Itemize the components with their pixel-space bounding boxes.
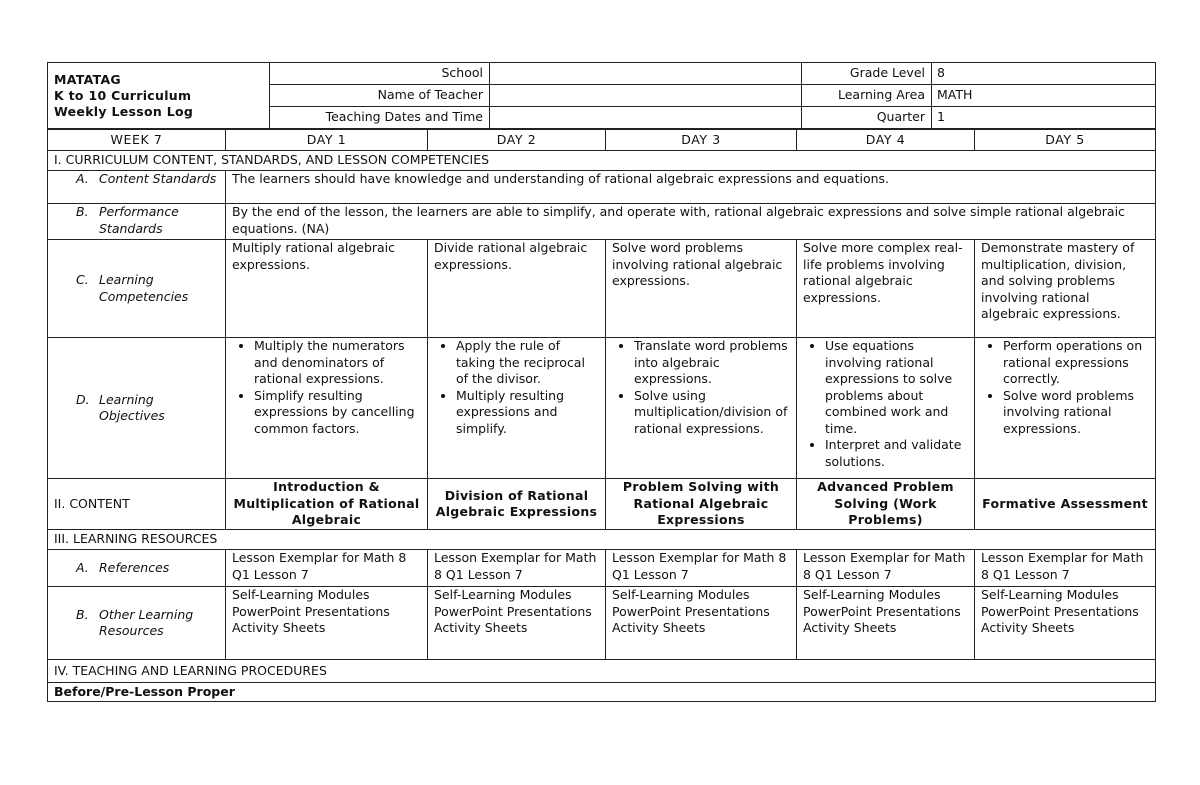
area-field[interactable]: MATH — [932, 85, 1156, 107]
objectives-day-3 — [606, 338, 797, 479]
references-day-5: Lesson Exemplar for Math 8 Q1 Lesson 7 — [975, 550, 1156, 587]
competency-day-1: Multiply rational algebraic expressions. — [226, 240, 428, 338]
day-5-header: DAY 5 — [975, 129, 1156, 151]
content-standards-label: A. Content Standards — [48, 171, 226, 204]
content-standards-row — [48, 171, 1156, 204]
resource-line: Self-Learning Modules — [612, 587, 750, 602]
references-label: A. References — [48, 550, 226, 587]
resource-line: Self-Learning Modules — [981, 587, 1119, 602]
section-3-row — [48, 530, 1156, 550]
references-day-1: Lesson Exemplar for Math 8 Q1 Lesson 7 — [226, 550, 428, 587]
competency-day-5: Demonstrate mastery of multiplication, division, and solving problems involving rational algebraic expressions. — [975, 240, 1156, 338]
objectives-day-4 — [797, 338, 975, 479]
list-item: • Perform operations on rational expressions correctly. — [1003, 338, 1149, 388]
quarter-field[interactable]: 1 — [932, 107, 1156, 129]
other-resources-day-3 — [606, 587, 797, 660]
section-4-title: IV. TEACHING AND LEARNING PROCEDURES — [48, 660, 1156, 683]
resource-line: PowerPoint Presentations — [232, 603, 390, 619]
objectives-day-2 — [428, 338, 606, 479]
other-resources-label: B. Other Learning Resources — [48, 587, 226, 660]
title-line-1: MATATAG — [54, 71, 121, 87]
references-row — [48, 550, 1156, 587]
other-resources-row — [48, 587, 1156, 660]
performance-standards-label: B. Performance Standards — [48, 204, 226, 240]
list-item: • Interpret and validate solutions. — [825, 437, 968, 470]
teacher-label: Name of Teacher — [270, 85, 490, 107]
title-line-3: Weekly Lesson Log — [54, 103, 194, 119]
day-3-header: DAY 3 — [606, 129, 797, 151]
school-field[interactable] — [490, 63, 802, 85]
objectives-day-5 — [975, 338, 1156, 479]
competencies-label: C. Learning Competencies — [48, 240, 226, 338]
school-label: School — [270, 63, 490, 85]
resource-line: PowerPoint Presentations — [981, 603, 1139, 619]
content-row — [48, 479, 1156, 530]
resource-line: PowerPoint Presentations — [434, 603, 592, 619]
content-day-2: Division of Rational Algebraic Expressions — [428, 479, 606, 530]
content-day-1: Introduction & Multiplication of Rational Algebraic — [226, 479, 428, 530]
pre-lesson-title: Before/Pre-Lesson Proper — [48, 683, 1156, 702]
resource-line: Self-Learning Modules — [232, 587, 370, 602]
content-day-3: Problem Solving with Rational Algebraic Expressions — [606, 479, 797, 530]
other-resources-day-5 — [975, 587, 1156, 660]
resource-line: Activity Sheets — [232, 620, 326, 635]
resource-line: Activity Sheets — [612, 620, 706, 635]
content-day-4: Advanced Problem Solving (Work Problems) — [797, 479, 975, 530]
grade-label: Grade Level — [802, 63, 932, 85]
list-item: • Apply the rule of taking the reciprocal of the divisor. — [456, 338, 599, 388]
competencies-row — [48, 240, 1156, 338]
section-1-title: I. CURRICULUM CONTENT, STANDARDS, AND LESSON COMPETENCIES — [48, 151, 1156, 171]
day-1-header: DAY 1 — [226, 129, 428, 151]
resource-line: Self-Learning Modules — [434, 587, 572, 602]
objectives-label: D. Learning Objectives — [48, 338, 226, 479]
quarter-label: Quarter — [802, 107, 932, 129]
day-2-header: DAY 2 — [428, 129, 606, 151]
grade-field[interactable]: 8 — [932, 63, 1156, 85]
objectives-day-1 — [226, 338, 428, 479]
competency-day-3: Solve word problems involving rational algebraic expressions. — [606, 240, 797, 338]
section-3-title: III. LEARNING RESOURCES — [48, 530, 1156, 550]
days-header-row — [48, 129, 1156, 151]
references-day-2: Lesson Exemplar for Math 8 Q1 Lesson 7 — [428, 550, 606, 587]
references-day-3: Lesson Exemplar for Math 8 Q1 Lesson 7 — [606, 550, 797, 587]
lesson-log-page — [47, 62, 1155, 702]
content-day-5: Formative Assessment — [975, 479, 1156, 530]
dates-field[interactable] — [490, 107, 802, 129]
lesson-table — [47, 128, 1156, 702]
other-resources-day-1 — [226, 587, 428, 660]
list-item: • Use equations involving rational expressions to solve problems about combined work and time. — [825, 338, 968, 437]
resource-line: PowerPoint Presentations — [803, 603, 961, 619]
log-title — [48, 63, 270, 129]
other-resources-day-2 — [428, 587, 606, 660]
resource-line: Activity Sheets — [803, 620, 897, 635]
day-4-header: DAY 4 — [797, 129, 975, 151]
section-4-row — [48, 660, 1156, 683]
competency-day-2: Divide rational algebraic expressions. — [428, 240, 606, 338]
title-line-2: K to 10 Curriculum — [54, 87, 192, 103]
objectives-row — [48, 338, 1156, 479]
resource-line: Activity Sheets — [434, 620, 528, 635]
references-day-4: Lesson Exemplar for Math 8 Q1 Lesson 7 — [797, 550, 975, 587]
section-2-title: II. CONTENT — [48, 479, 226, 530]
list-item: • Solve word problems involving rational expressions. — [1003, 388, 1149, 438]
list-item: • Simplify resulting expressions by cancelling common factors. — [254, 388, 421, 438]
week-label: WEEK 7 — [48, 129, 226, 151]
competency-day-4: Solve more complex real-life problems involving rational algebraic expressions. — [797, 240, 975, 338]
list-item: • Solve using multiplication/division of rational expressions. — [634, 388, 790, 438]
pre-lesson-row — [48, 683, 1156, 702]
performance-standards-row — [48, 204, 1156, 240]
list-item: • Translate word problems into algebraic expressions. — [634, 338, 790, 388]
content-standards-text: The learners should have knowledge and understanding of rational algebraic expressions and equations. — [226, 171, 1156, 204]
teacher-field[interactable] — [490, 85, 802, 107]
performance-standards-text: By the end of the lesson, the learners are able to simplify, and operate with, rational algebraic expressions and solve simple rational algebraic equations. (NA) — [226, 204, 1156, 240]
resource-line: Activity Sheets — [981, 620, 1075, 635]
other-resources-day-4 — [797, 587, 975, 660]
resource-line: Self-Learning Modules — [803, 587, 941, 602]
list-item: • Multiply the numerators and denominators of rational expressions. — [254, 338, 421, 388]
dates-label: Teaching Dates and Time — [270, 107, 490, 129]
resource-line: PowerPoint Presentations — [612, 603, 770, 619]
area-label: Learning Area — [802, 85, 932, 107]
list-item: • Multiply resulting expressions and simplify. — [456, 388, 599, 438]
section-1-row — [48, 151, 1156, 171]
header-table — [47, 62, 1156, 129]
